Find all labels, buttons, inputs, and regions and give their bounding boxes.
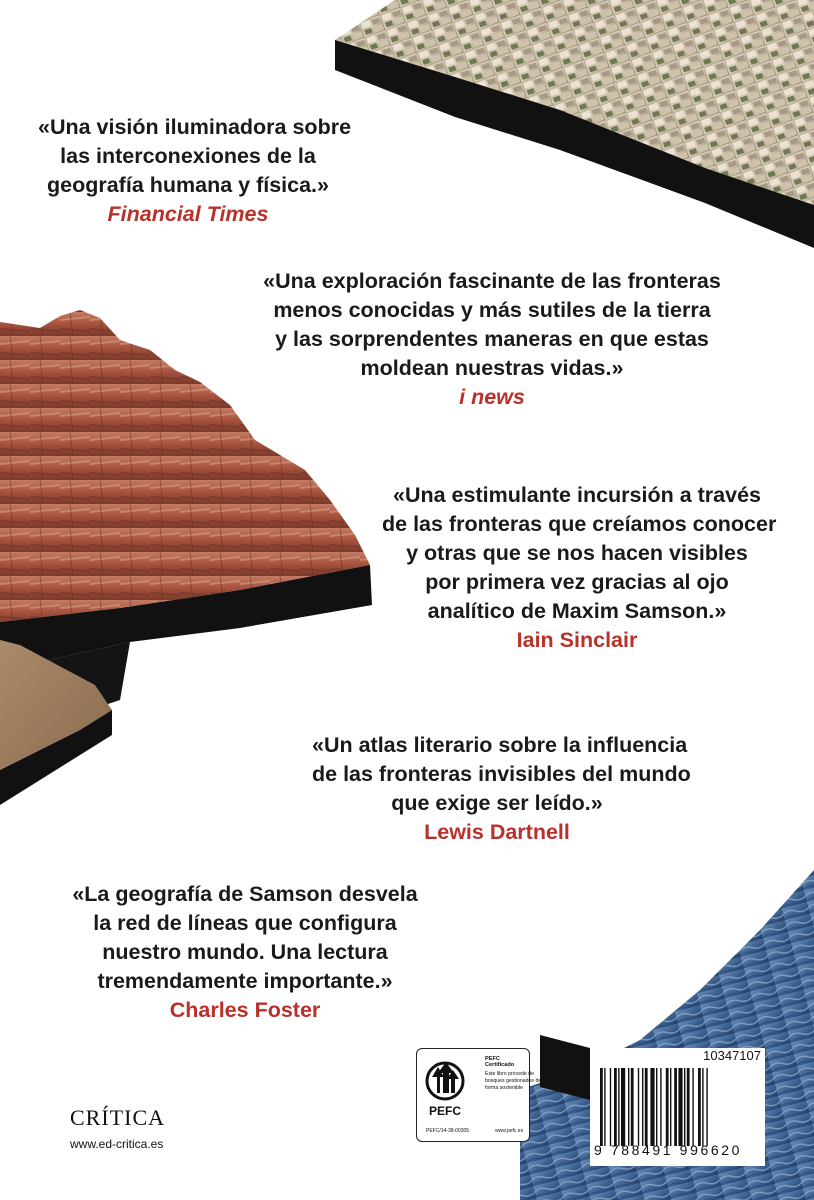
barcode-bar — [600, 1068, 603, 1146]
quote-charles-foster — [60, 880, 430, 1025]
quote-source: Financial Times — [107, 202, 269, 226]
quote-line: las interconexiones de la — [60, 144, 316, 168]
quote-line: la red de líneas que configura — [93, 911, 397, 935]
barcode-bar — [684, 1068, 685, 1146]
quote-line: tremendamente importante.» — [97, 969, 393, 993]
barcode-bar — [660, 1068, 661, 1146]
quote-line: analítico de Maxim Samson.» — [427, 599, 727, 623]
barcode-bar — [674, 1068, 677, 1146]
pefc-code: PEFC/14-38-00305 — [426, 1128, 470, 1134]
barcode — [590, 1048, 765, 1166]
quote-line: de las fronteras que creíamos conocer — [382, 512, 777, 536]
barcode-bar — [631, 1068, 634, 1146]
quote-line: «Una estimulante incursión a través — [392, 483, 762, 507]
barcode-isbn: 9 788491 996620 — [594, 1142, 742, 1158]
quote-line: «Una visión iluminadora sobre — [38, 115, 352, 139]
quote-lewis-dartnell — [312, 731, 691, 847]
quote-line: por primera vez gracias al ojo — [425, 570, 729, 594]
barcode-bar — [628, 1068, 629, 1146]
barcode-bar — [670, 1068, 671, 1146]
barcode-bar — [650, 1068, 654, 1146]
barcode-internal-code: 10347107 — [703, 1048, 761, 1063]
pefc-tree-logo-icon — [423, 1055, 473, 1125]
barcode-bar — [656, 1068, 657, 1146]
quote-line: «La geografía de Samson desvela — [72, 882, 418, 906]
barcode-bar — [618, 1068, 619, 1146]
pefc-title: PEFC Certificado — [485, 1056, 515, 1068]
quote-line: de las fronteras invisibles del mundo — [312, 762, 691, 786]
barcode-bar — [614, 1068, 617, 1146]
quote-iain-sinclair — [382, 481, 777, 655]
publisher-website: www.ed-critica.es — [70, 1137, 164, 1151]
pefc-logo-text: PEFC — [428, 1104, 462, 1118]
barcode-bar — [698, 1068, 701, 1146]
quote-source: Iain Sinclair — [516, 628, 638, 652]
quote-line: «Una exploración fascinante de las fronteras — [263, 269, 721, 293]
quote-line: y las sorprendentes maneras en que estas — [275, 327, 709, 351]
quote-financial-times — [38, 113, 352, 229]
quote-line: menos conocidas y más sutiles de la tierra — [273, 298, 711, 322]
quote-i-news — [262, 267, 722, 412]
publisher-block — [70, 1105, 165, 1151]
quote-source: i news — [459, 385, 525, 409]
barcode-bar — [678, 1068, 682, 1146]
quote-source: Charles Foster — [169, 998, 321, 1022]
quote-line: y otras que se nos hacen visibles — [406, 541, 748, 565]
barcode-bar — [638, 1068, 639, 1146]
barcode-bar — [604, 1068, 605, 1146]
barcode-bar — [645, 1068, 648, 1146]
quote-source: Lewis Dartnell — [424, 820, 570, 844]
quote-line: que exige ser leído.» — [391, 791, 603, 815]
barcode-bar — [621, 1068, 625, 1146]
barcode-bar — [666, 1068, 669, 1146]
quote-line: nuestro mundo. Una lectura — [102, 940, 388, 964]
barcode-bar — [610, 1068, 611, 1146]
barcode-bar — [642, 1068, 643, 1146]
barcode-bar — [702, 1068, 703, 1146]
pefc-certification-box — [416, 1048, 542, 1142]
barcode-bar — [687, 1068, 690, 1146]
pefc-description: Este libro procede de bosques gestionados de forma sostenible — [485, 1071, 542, 1091]
quote-line: moldean nuestras vidas.» — [360, 356, 624, 380]
barcode-bar — [692, 1068, 693, 1146]
barcode-bar — [706, 1068, 707, 1146]
pefc-website: www.pefc.es — [495, 1128, 524, 1134]
barcode-bars — [600, 1068, 760, 1146]
publisher-name: CRÍTICA — [70, 1105, 165, 1130]
quote-line: geografía humana y física.» — [47, 173, 329, 197]
quote-line: «Un atlas literario sobre la influencia — [312, 733, 688, 757]
